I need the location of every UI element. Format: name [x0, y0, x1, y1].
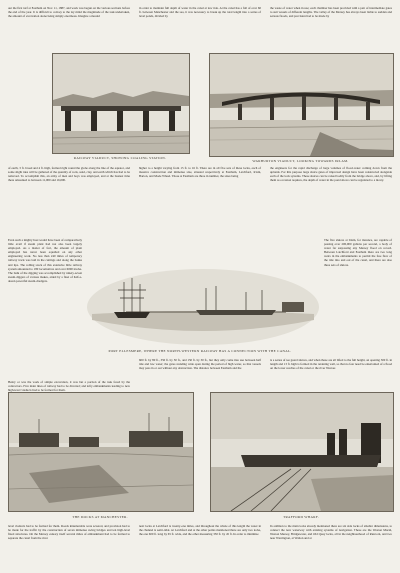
trafford-wharf-illustration — [210, 392, 394, 512]
port-ellesmere-illustration — [86, 268, 320, 346]
foot-column-3: In addition to the main locks already mentioned there are six side locks of smaller dimensions, to connect the new waterway with existing systems of navigation. These are the Weston Marsh, Weston Mersey, Bridgewater, and Old Quay locks, all in the neighbourhood of Runcorn, and two near Warrington, at Walton and at — [270, 524, 392, 541]
top-column-1: out the first turf at Eastham on Nov. 11, 1887, and work was begun on the various sections before the end of the year. It is difficult to convey to the lay mind the magnitude of the task undertaken, the amount of excavation alone being simply enormous. Imagine a mound — [8, 6, 130, 19]
caption-top-left: RAILWAY VIADUCT, SHOWING COALING STATION. — [73, 156, 167, 160]
top-column-2: in order to maintain full depth of water in the canal at low tide. At the canal has a fall of over 60 ft. between Manchester and the sea, it was necessary to break up the total length into a series of level ponds, divided by — [139, 6, 261, 19]
foot-column-2: next locks at Latchford is twenty-one miles, and throughout the whole of this length the water in the channel is semi-tidal. At Latchford and at the other points mentioned there are only two locks, the one 600 ft. long by 65 ft. wide, and the other measuring 350 ft. by 45 ft. In order to minimise — [139, 524, 261, 537]
warburton-viaduct-illustration — [209, 53, 394, 157]
bottom-column-2: 600 ft. by 80 ft., 350 ft. by 50 ft., and 150 ft. by 30 ft., but they only come into use between half tide and low water; the gates standing wide open during the period of high water, so that vessels may pass in or out without any obstruction. The distance between Eastham and the — [139, 358, 261, 371]
top-column-3: the waste of water when in use; each chamber has been provided with a pair of intermediate gates to suit vessels of different lengths. The valley of the Mersey has always been liable to sudden and serious floods, and provision had to be made by — [270, 6, 392, 19]
railway-viaduct-illustration — [52, 53, 190, 154]
manchester-docks-illustration — [8, 392, 194, 512]
caption-bottom-right: TRAFFORD WHARF. — [283, 515, 319, 519]
bottom-column-3: is a series of tee guard sluices, and when these are all lifted to the full height, an opening 300 ft. in length and 13 ft. high is formed in the retaining wall, so that no fear need be entertained of a flood on the lower reaches of the canal or the river Weaver. — [270, 358, 392, 371]
wrap-text-left: Even such a mighty host would have been of comparatively little avail if steam plant had not also been largely employed. As a matter of fact, the amount of plant employed has never been equalled on any other engineering work. No less than 240 miles of temporary railway track was laid in the cuttings and along the banks and tips. The rolling stock of this extensive little railway system amounted to 180 locomotives and over 6000 trucks. The bulk of the digging was accomplished by ninety-seven steam-diggers of various makes, aided by a fleet of half-a-dozen powerful steam-dredgers. — [8, 238, 82, 283]
caption-middle: PORT ELLESMERE, WHERE THE NORTH-WESTERN RAILWAY HAS A CONNECTION WITH THE CANAL. — [108, 349, 292, 353]
wrap-text-right: The five sluices at Irlam, for instance, are capable of passing over 200,000 gallons per second, a body of water far surpassing any Mersey flood on record. Between Latchford and Eastham there are two long weirs in the embankments to permit the free flow of the tide into and out of the canal, and there are also three sets of sluices. — [324, 238, 392, 267]
caption-top-right: WARBURTON VIADUCT, LOOKING TOWARDS IRLAM. — [252, 159, 349, 163]
middle-column-1: of earth, 3 ft. broad and 4 ft. high, formed right round the globe along the line of the equator, and some slight idea will be gathered of the quantity of rock, sand, clay, and earth which has had to be removed. To accomplish this, an army of men and boys was employed, and at the busiest time there amounted to between 11,000 and 16,000. — [8, 166, 130, 183]
middle-column-3: the engineers for the rapid discharge of large volumes of flood-water coming down from the uplands. For this purpose large sluice gates of improved design have been constructed alongside each of the lock systems. These sluices can be raised bodily from the bridge above, and, by lifting them as occasion requires, the depth of water in the pond above can be regulated to a nicety. — [270, 166, 392, 183]
foot-column-1: level viaducts had to be formed for them. Roads innumerable were severed, and provision had to be made for the traffic by the construction of seven immense swing bridges and ten high-level fixed structures. On the Mersey estuary itself several miles of embankment had to be formed to separate the canal from the river — [8, 524, 130, 541]
caption-bottom-left: THE DOCKS AT MANCHESTER. — [72, 515, 128, 519]
middle-column-2: higher to a height varying from 15 ft. to 16 ft. There are in all five sets of these locks, each of massive construction and immense size, situated respectively at Eastham, Latchford, Irlam, Barton, and Mode Wheel. Those at Eastham are three in number, the sizes being — [139, 166, 261, 179]
bottom-column-1: Henry or was the work of simple excavation, it was but a portion of the task faced by the contractors. Five main lines of railway had to be diverted; and lofty embankments leading to new high-level viaducts had to be formed for them. — [8, 380, 130, 393]
